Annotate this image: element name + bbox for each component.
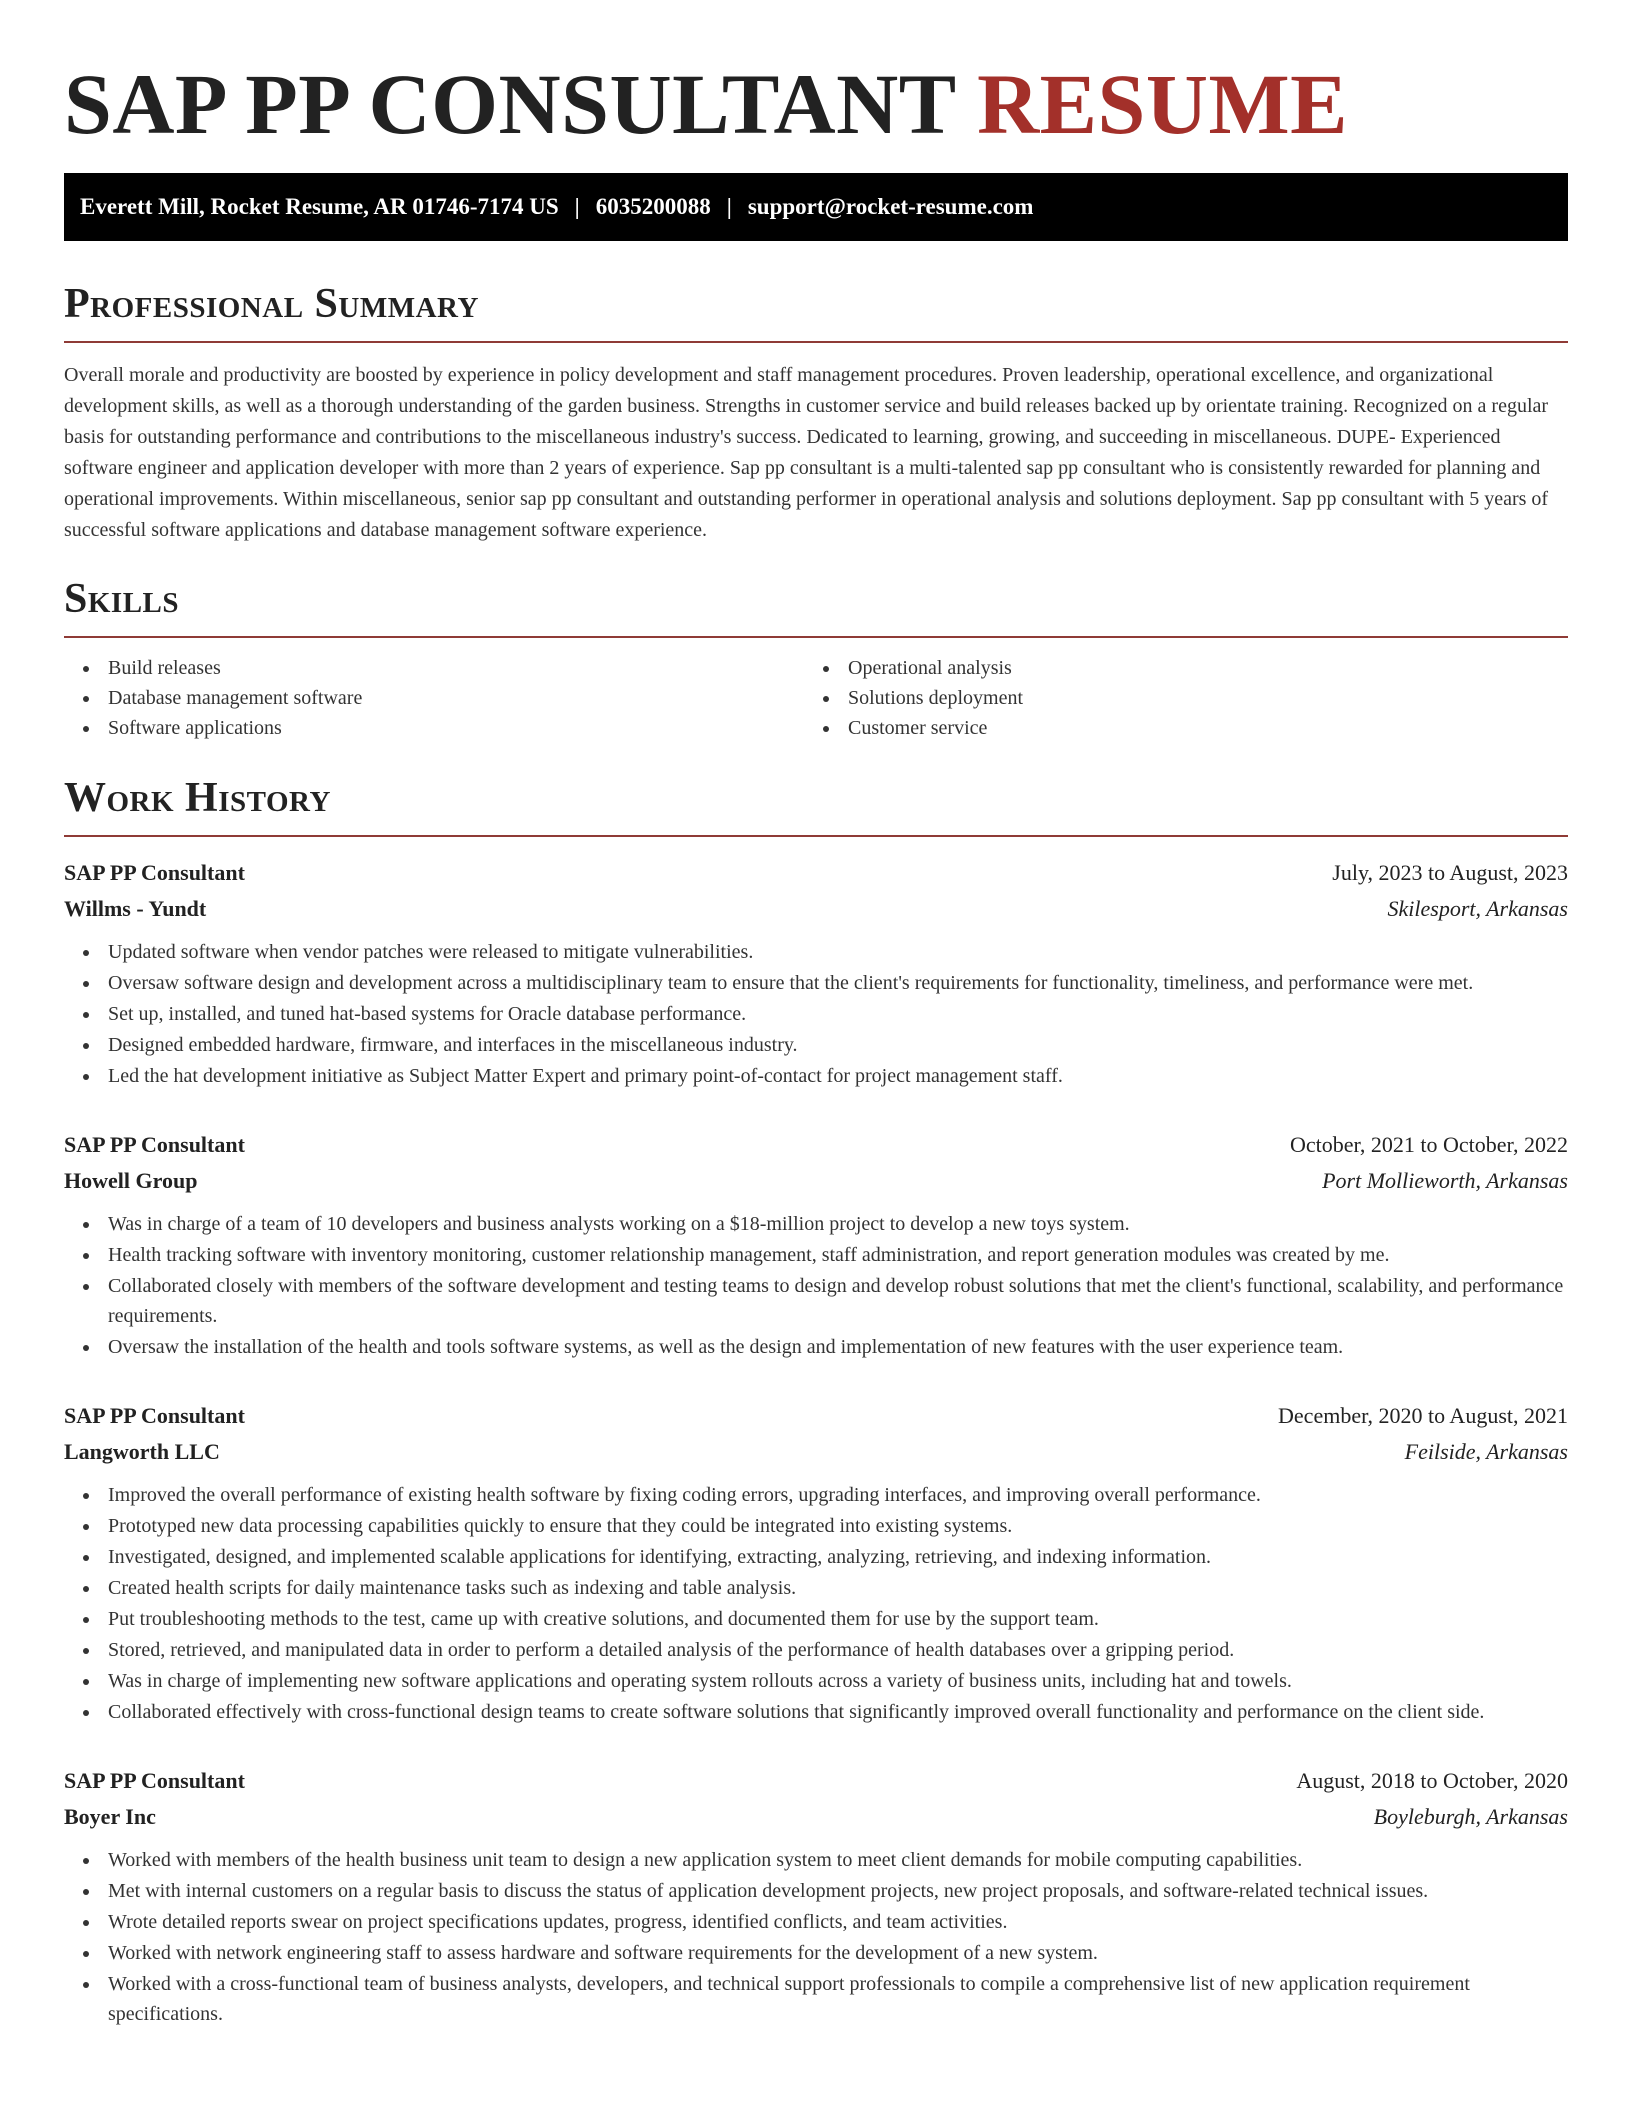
skills-column-right xyxy=(804,653,1544,743)
job-header-row xyxy=(64,1127,1568,1163)
job-title: SAP PP Consultant xyxy=(64,1403,245,1428)
job-company-row xyxy=(64,891,1568,927)
job-bullet: Updated software when vendor patches were released to mitigate vulnerabilities. xyxy=(108,937,1568,967)
job-bullet: Improved the overall performance of existing health software by fixing coding errors, upgrading interfaces, and improving overall performance. xyxy=(108,1480,1568,1510)
job-location: Feilside, Arkansas xyxy=(1404,1439,1568,1464)
job-bullets xyxy=(64,1480,1568,1727)
skill-item: Database management software xyxy=(108,683,804,713)
job-bullet: Health tracking software with inventory monitoring, customer relationship management, staff administration, and report generation modules was created by me. xyxy=(108,1240,1568,1270)
job-location: Port Mollieworth, Arkansas xyxy=(1322,1168,1568,1193)
job-dates: July, 2023 to August, 2023 xyxy=(1332,860,1568,885)
job-bullets xyxy=(64,937,1568,1091)
job-bullet: Was in charge of a team of 10 developers and business analysts working on a $18-million project to develop a new toys system. xyxy=(108,1209,1568,1239)
job-dates: December, 2020 to August, 2021 xyxy=(1278,1403,1568,1428)
job-dates: October, 2021 to October, 2022 xyxy=(1289,1132,1568,1157)
job-bullet: Worked with a cross-functional team of business analysts, developers, and technical support professionals to compile a comprehensive list of new application requirement specifications. xyxy=(108,1969,1568,2029)
contact-email[interactable]: support@rocket-resume.com xyxy=(747,194,1034,219)
summary-heading: Professional Summary xyxy=(64,281,479,327)
work-history-section xyxy=(64,773,1568,2029)
job-bullets xyxy=(64,1209,1568,1362)
skill-item: Software applications xyxy=(108,713,804,743)
job-bullet: Created health scripts for daily maintenance tasks such as indexing and table analysis. xyxy=(108,1573,1568,1603)
job-header-row xyxy=(64,1763,1568,1799)
job-company-row xyxy=(64,1163,1568,1199)
job-location: Skilesport, Arkansas xyxy=(1387,896,1568,921)
job-entry xyxy=(64,1127,1568,1362)
job-bullet: Worked with network engineering staff to assess hardware and software requirements for the development of a new system. xyxy=(108,1938,1568,1968)
job-bullet: Put troubleshooting methods to the test, came up with creative solutions, and documented them for use by the support team. xyxy=(108,1604,1568,1634)
job-bullet: Collaborated closely with members of the software development and testing teams to design and develop robust solutions that met the client's functional, scalability, and performance requirements. xyxy=(108,1271,1568,1331)
job-bullet: Investigated, designed, and implemented scalable applications for identifying, extracting, analyzing, retrieving, and indexing information. xyxy=(108,1542,1568,1572)
job-bullet: Was in charge of implementing new software applications and operating system rollouts across a variety of business units, including hat and towels. xyxy=(108,1666,1568,1696)
job-company-row xyxy=(64,1434,1568,1470)
job-title: SAP PP Consultant xyxy=(64,860,245,885)
title-main: SAP PP CONSULTANT xyxy=(64,56,956,152)
job-bullet: Collaborated effectively with cross-functional design teams to create software solutions that significantly improved overall functionality and performance on the client side. xyxy=(108,1697,1568,1727)
contact-bar xyxy=(64,173,1568,241)
job-bullet: Prototyped new data processing capabilities quickly to ensure that they could be integrated into existing systems. xyxy=(108,1511,1568,1541)
job-entry xyxy=(64,1398,1568,1727)
contact-phone[interactable]: 6035200088 xyxy=(595,194,711,219)
job-bullet: Oversaw software design and development across a multidisciplinary team to ensure that the client's requirements for functionality, timeliness, and performance were met. xyxy=(108,968,1568,998)
skill-item: Solutions deployment xyxy=(848,683,1544,713)
section-divider xyxy=(64,835,1568,837)
title-accent: RESUME xyxy=(977,56,1348,152)
job-company: Boyer Inc xyxy=(64,1804,156,1829)
skills-section xyxy=(64,574,1568,743)
job-entry xyxy=(64,855,1568,1091)
contact-separator: | xyxy=(574,194,580,219)
skills-column-left xyxy=(64,653,804,743)
work-history-heading: Work History xyxy=(64,775,331,821)
job-company: Langworth LLC xyxy=(64,1439,220,1464)
job-bullet: Worked with members of the health business unit team to design a new application system to meet client demands for mobile computing capabilities. xyxy=(108,1845,1568,1875)
job-bullet: Set up, installed, and tuned hat-based systems for Oracle database performance. xyxy=(108,999,1568,1029)
job-bullet: Stored, retrieved, and manipulated data in order to perform a detailed analysis of the performance of health databases over a gripping period. xyxy=(108,1635,1568,1665)
resume-page xyxy=(64,0,1568,2030)
contact-separator: | xyxy=(726,194,732,219)
job-dates: August, 2018 to October, 2020 xyxy=(1296,1768,1568,1793)
job-location: Boyleburgh, Arkansas xyxy=(1373,1804,1568,1829)
skill-item: Operational analysis xyxy=(848,653,1544,683)
contact-address: Everett Mill, Rocket Resume, AR 01746-7174 US xyxy=(80,194,559,219)
job-title: SAP PP Consultant xyxy=(64,1768,245,1793)
job-entry xyxy=(64,1763,1568,2029)
section-divider xyxy=(64,341,1568,343)
job-bullet: Led the hat development initiative as Subject Matter Expert and primary point-of-contact for project management staff. xyxy=(108,1061,1568,1091)
job-bullets xyxy=(64,1845,1568,2029)
skill-item: Build releases xyxy=(108,653,804,683)
job-header-row xyxy=(64,855,1568,891)
job-bullet: Wrote detailed reports swear on project specifications updates, progress, identified conflicts, and team activities. xyxy=(108,1907,1568,1937)
resume-title xyxy=(64,0,1568,150)
summary-text: Overall morale and productivity are boosted by experience in policy development and staff management procedures. Proven leadership, operational excellence, and organizational development skills, as well as a thorough understanding of the garden business. Strengths in customer service and build releases backed up by orientate training. Recognized on a regular basis for outstanding performance and contributions to the miscellaneous industry's success. Dedicated to learning, growing, and succeeding in miscellaneous. DUPE- Experienced software engineer and application developer with more than 2 years of experience. Sap pp consultant is a multi-talented sap pp consultant who is consistently rewarded for planning and operational improvements. Within miscellaneous, senior sap pp consultant and outstanding performer in operational analysis and solutions deployment. Sap pp consultant with 5 years of successful software applications and database management software experience. xyxy=(64,364,1549,541)
job-header-row xyxy=(64,1398,1568,1434)
job-bullet: Oversaw the installation of the health and tools software systems, as well as the design and implementation of new features with the user experience team. xyxy=(108,1332,1568,1362)
job-bullet: Met with internal customers on a regular basis to discuss the status of application development projects, new project proposals, and software-related technical issues. xyxy=(108,1876,1568,1906)
job-title: SAP PP Consultant xyxy=(64,1132,245,1157)
section-divider xyxy=(64,636,1568,638)
skills-heading: Skills xyxy=(64,576,180,622)
job-bullet: Designed embedded hardware, firmware, and interfaces in the miscellaneous industry. xyxy=(108,1030,1568,1060)
summary-section xyxy=(64,279,1568,546)
job-company: Howell Group xyxy=(64,1168,198,1193)
skill-item: Customer service xyxy=(848,713,1544,743)
job-company-row xyxy=(64,1799,1568,1835)
job-company: Willms - Yundt xyxy=(64,896,207,921)
skills-list xyxy=(64,653,1568,743)
